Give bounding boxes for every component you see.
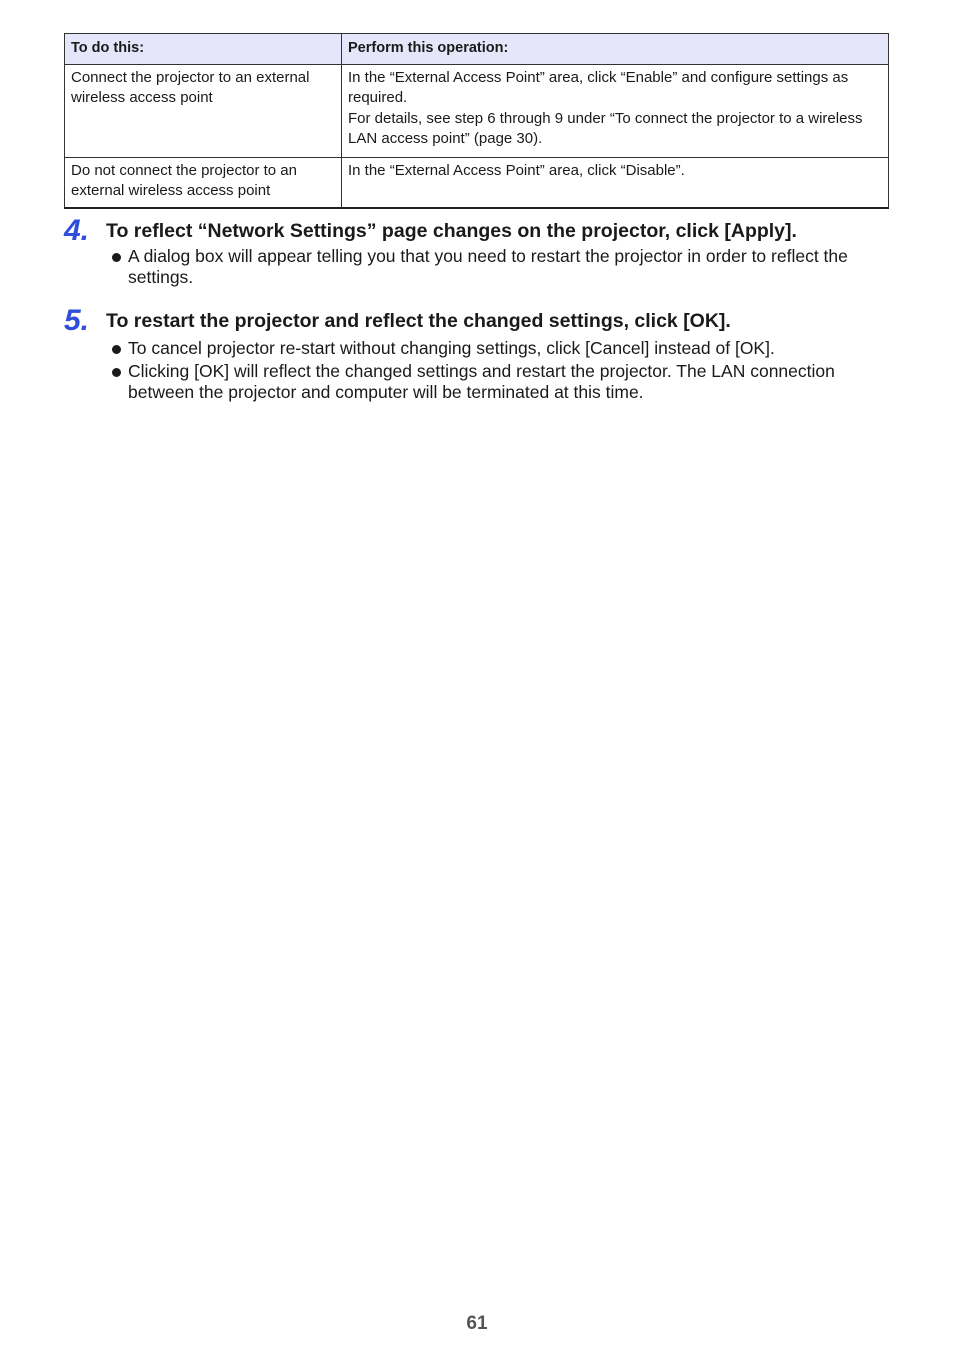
table-header-row [65,34,889,65]
column-header-task: To do this: [65,34,342,65]
operation-line: In the “External Access Point” area, click “Enable” and configure settings as required. [348,68,849,106]
bullet-list [64,246,889,288]
bullet-text: A dialog box will appear telling you that you need to restart the projector in order to reflect the settings. [128,246,848,287]
step-title: To reflect “Network Settings” page changes on the projector, click [Apply]. [106,220,797,242]
bullet-dot-icon [112,253,121,262]
operation-line: In the “External Access Point” area, click “Disable”. [348,161,685,179]
page-number: 61 [466,1313,488,1334]
bullet-item [64,361,889,403]
bullet-item [64,246,889,288]
operations-table [64,33,889,209]
operation-cell [342,157,889,208]
operation-cell [342,64,889,157]
operation-line: For details, see step 6 through 9 under “To connect the projector to a wireless LAN access point” (page 30). [348,109,863,147]
column-header-operation: Perform this operation: [342,34,889,65]
step-4 [64,214,889,290]
table-row [65,157,889,208]
bullet-list [64,338,889,403]
bullet-text: Clicking [OK] will reflect the changed settings and restart the projector. The LAN connection between the projector and computer will be terminated at this time. [128,361,835,402]
step-heading [64,304,889,341]
step-number: 5. [64,304,90,337]
task-cell: Do not connect the projector to an external wireless access point [65,157,342,208]
table-row [65,64,889,157]
bullet-dot-icon [112,368,121,377]
task-cell: Connect the projector to an external wireless access point [65,64,342,157]
step-number: 4. [64,214,90,247]
step-title: To restart the projector and reflect the changed settings, click [OK]. [106,310,731,332]
bullet-text: To cancel projector re-start without changing settings, click [Cancel] instead of [OK]. [128,338,775,358]
bullet-item [64,338,889,359]
bullet-dot-icon [112,345,121,354]
step-5 [64,304,889,405]
